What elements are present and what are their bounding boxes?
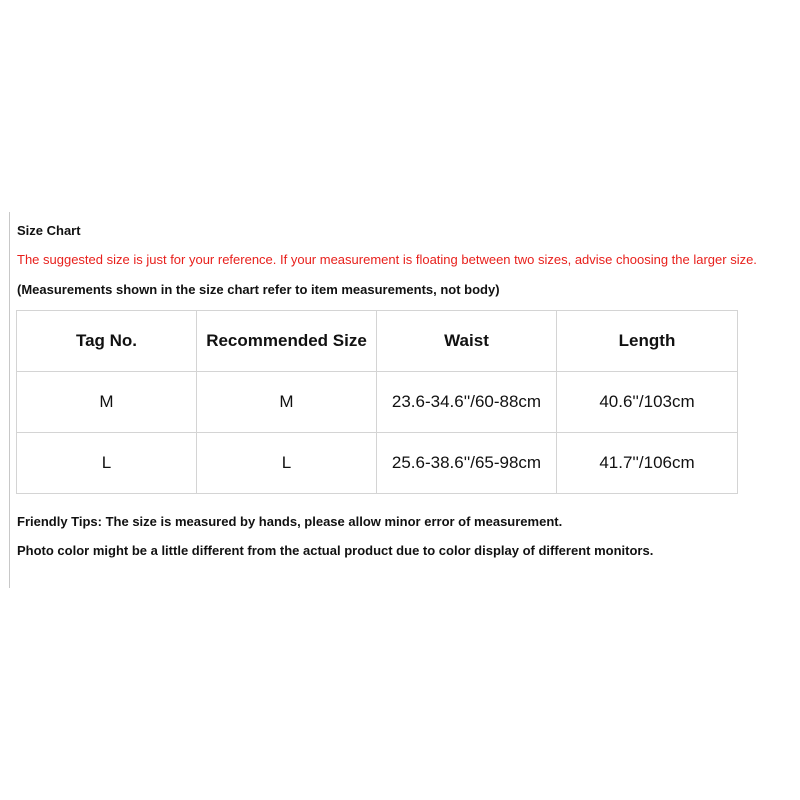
- cell-recommended-size: L: [197, 433, 377, 494]
- left-divider: [9, 212, 10, 588]
- measurement-note: (Measurements shown in the size chart refer to item measurements, not body): [17, 282, 500, 297]
- cell-length: 40.6''/103cm: [557, 372, 738, 433]
- table-row: [17, 433, 738, 494]
- header-waist: Waist: [377, 311, 557, 372]
- cell-length: 41.7''/106cm: [557, 433, 738, 494]
- color-disclaimer: Photo color might be a little different from the actual product due to color display of different monitors.: [17, 543, 654, 558]
- cell-tag-no: M: [17, 372, 197, 433]
- cell-waist: 23.6-34.6''/60-88cm: [377, 372, 557, 433]
- table-header-row: [17, 311, 738, 372]
- cell-recommended-size: M: [197, 372, 377, 433]
- header-length: Length: [557, 311, 738, 372]
- size-table: [16, 310, 738, 494]
- cell-tag-no: L: [17, 433, 197, 494]
- header-tag-no: Tag No.: [17, 311, 197, 372]
- cell-waist: 25.6-38.6''/65-98cm: [377, 433, 557, 494]
- size-chart-title: Size Chart: [17, 223, 81, 238]
- size-reference-notice: The suggested size is just for your reference. If your measurement is floating between two sizes, advise choosing the larger size.: [17, 252, 757, 267]
- friendly-tips: Friendly Tips: The size is measured by hands, please allow minor error of measurement.: [17, 514, 563, 529]
- table-row: [17, 372, 738, 433]
- header-recommended-size: Recommended Size: [197, 311, 377, 372]
